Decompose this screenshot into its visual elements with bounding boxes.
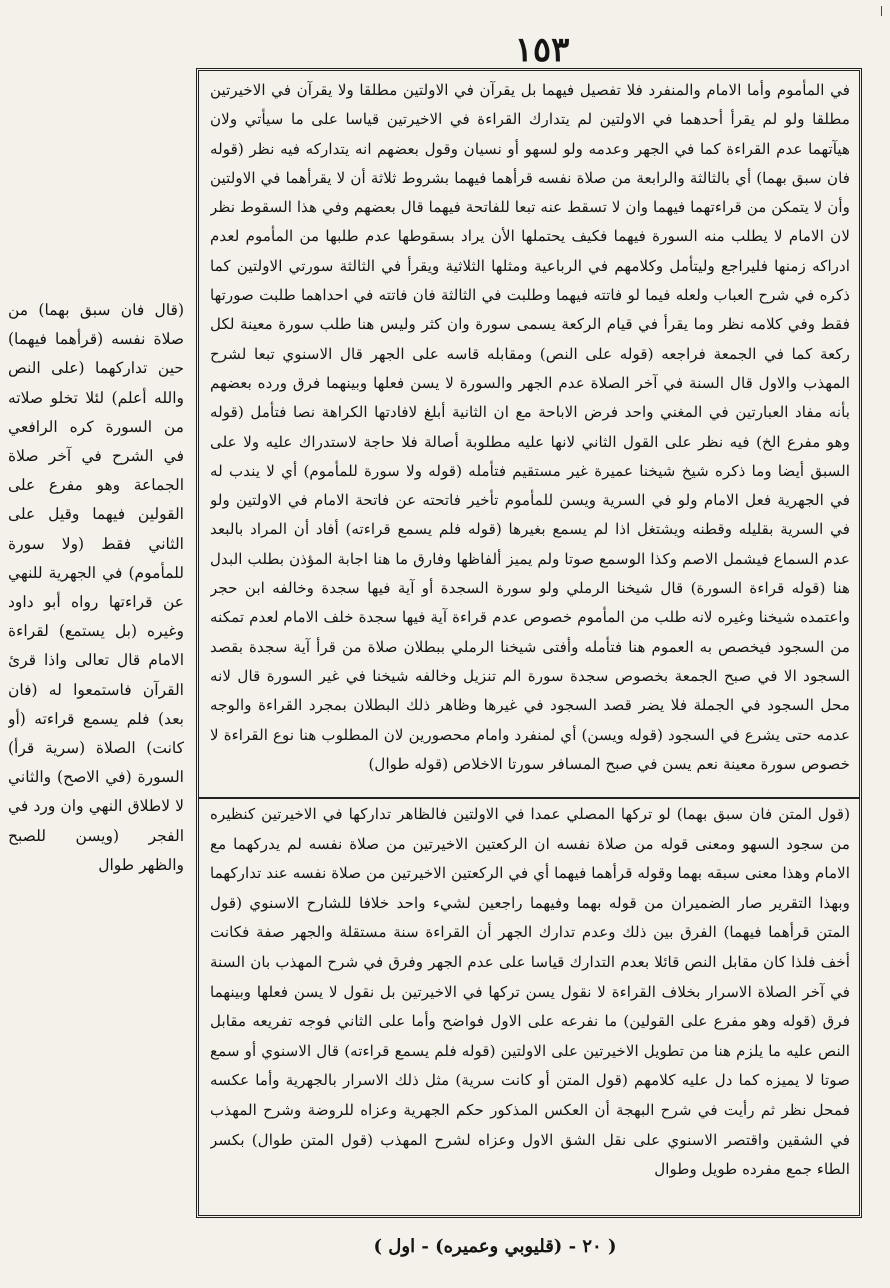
main-text-paragraph: في المأموم وأما الامام والمنفرد فلا تفصيل فيهما بل يقرآن في الاولتين مطلقا ولا يقرآن في الاخيرتين مطلقا ولو لم يقرأ أحدهما في الاولتين لم يتدارك القراءة في الاخيرتين قياسا على ما سيأتي ولان هيآتهما عدم القراءة كما في الجهر وعدمه ولو لسهو أو نسيان وقول بعضهم انه يتداركه فيه نظر (قوله فان سبق بهما) أي بالثالثة والرابعة من صلاة نفسه قرأهما فيهما بشروط ثلاثة أن لا يقرأهما في الاولتين وأن لا يتمكن من قراءتهما فيهما وان لا تسقط عنه تبعا للفاتحة فيهما قال بعضهم وفي هذا السقوط نظر لان الامام لا يطلب منه السورة فيهما فكيف يحتملها الأن يراد بسقوطها عدم طلبها من المأموم لعدم ادراكه زمنها فليراجع وليتأمل وكلامهم في الرباعية ومثلها الثلاثية ويقرأ في الثالثة سورتي الاولتين كما ذكره في شرح العباب ولعله فيما لو فاتته فيهما وطلبت في الثالثة فان فاتته في احداهما طلبت صورتها فقط وفي كلامه نظر وما يقرأ في قيام الركعة يسمى سورة وان كثر وليس هنا طلب سورة معينة لكل ركعة كما في الجمعة فراجعه (قوله على النص) ومقابله قاسه على الجهر قال الاسنوي تبعا لشرح المهذب والاول قال السنة في آخر الصلاة عدم الجهر والسورة لا يسن فعلها وبينهما فرق ورده بعضهم بأنه مفاد العبارتين في المغني واحد فرض الاباحة مع ان الثانية أبلغ لافادتها الكراهة نصا فتأمل (قوله وهو مفرع الخ) فيه نظر على القول الثاني لانها عليه مطلوبة أصالة فلا حاجة لاستدراك عليه ولا على السبق أيضا وما ذكره شيخ شيخنا عميرة غير مستقيم فتأمله (قوله ولا سورة للمأموم) أي لا يندب له في الجهرية فعل الامام ولو في السرية ويسن للمأموم تأخير فاتحته عن فاتحة الامام في الاولتين ولو في السرية بقليله وقطنه ويشتغل اذا لم يسمع بغيرها (قوله فلم يسمع قراءته) أفاد أن المراد بالبعد عدم السماع فيشمل الاصم وكذا الوسمع صوتا ولم يميز ألفاظها وفارق ما هنا اجابة المؤذن بطلب البدل هنا (قوله قراءة السورة) قال شيخنا الرملي ولو سورة السجدة أو آية فيها سجدة وخالفه ابن حجر واعتمده شيخنا وغيره لانه طلب من المأموم خصوص عدم قراءة آية فيها سجدة خلف الامام لعدم تمكنه من السجود فيخصص به العموم هنا فتأمله وأفتى شيخنا الرملي ببطلان صلاة من قرأ آية سجدة بقصد السجود الا في صبح الجمعة بخصوص سجدة سورة الم تنزيل وخالفه شيخنا في غير السورة قال لانه محل السجود في الجملة فلا يضر قصد السجود في غيرها وظاهر ذلك البطلان بمجرد القراءة والوجه عدمه حتى يشرع في السجود (قوله ويسن) أي لمنفرد وامام محصورين لان المطلوب هنا نوع القراءة لا خصوص سورة معينة نعم يسن في صبح المسافر سورتا الاخلاص (قوله طوال) <box>210 81 850 773</box>
commentary-text-block <box>210 800 850 1210</box>
margin-gloss-text: (قال فان سبق بهما) من صلاة نفسه (قرأهما فيهما) حين تداركهما (على النص والله أعلم) لئلا تخلو صلاته من السورة كره الرافعي في الشرح في آخر صلاة الجماعة وهو مفرع على القولين فيهما وقيل على الثاني فقط (ولا سورة للمأموم) في الجهرية للنهي عن قراءتها رواه أبو داود وغيره (بل يستمع) لقراءة الامام قال تعالى واذا قرئ القرآن فاستمعوا له (فان بعد) فلم يسمع قراءته (أو كانت) الصلاة (سرية قرأ) السورة (في الاصح) والثاني لا لاطلاق النهي وان ورد في الفجر (ويسن للصبح والظهر طوال <box>8 301 184 874</box>
section-divider-line <box>199 797 859 799</box>
page-edge-mark <box>881 6 888 16</box>
page-footer-signature: ( ٢٠ - (قليوبي وعميره) - اول ) <box>373 1236 617 1257</box>
main-text-block <box>210 76 850 794</box>
commentary-text-paragraph: (قول المتن فان سبق بهما) لو تركها المصلي عمدا في الاولتين فالظاهر تداركها في الاخيرتين كنظيره من سجود السهو ومعنى قوله من صلاة نفسه ان الركعتين الاخيرتين من صلاة نفسه لم يدركهما مع الامام وهذا معنى سبقه بهما وقوله قرأهما فيهما أي في الركعتين الاخيرتين من صلاة نفسه عند تداركهما وبهذا التقرير صار الضميران من قوله بهما وفيهما راجعين لشيء واحد خلافا للشارح الاسنوي (قول المتن قرأهما فيهما) الفرق بين ذلك وعدم تدارك الجهر أن القراءة سنة مستقلة والجهر صفة فكانت أخف فلذا كان مقابل النص قائلا بعدم التدارك قياسا على عدم الجهر وفرق في شرح المهذب بان السنة في آخر الصلاة الاسرار بخلاف القراءة لا نقول يسن تركها في الاخيرتين بل نقول لا يسن فعلها وبينهما فرق (قوله وهو مفرع على القولين) ما نفرعه على الاول فواضح وأما على الثاني فوجه تفريعه مقابل النص عليه ما يلزم هنا من تطويل الاخيرتين على الاولتين (قوله فلم يسمع قراءته) قال الاسنوي أو سمع صوتا لا يميزه كما دل عليه كلامهم (قول المتن أو كانت سرية) مثل ذلك الاسرار بالجهرية وأما عكسه فمحل نظر ثم رأيت في شرح البهجة أن العكس المذكور حكم الجهرية وعزاه للروضة وشرح المهذب في الشقين واقتصر الاسنوي على نقل الشق الاول وعزاه لشرح المهذب (قول المتن طوال) بكسر الطاء جمع مفرده طويل وطوال <box>210 805 850 1179</box>
page-number: ١٥٣ <box>514 30 570 70</box>
margin-gloss-column <box>8 296 184 920</box>
